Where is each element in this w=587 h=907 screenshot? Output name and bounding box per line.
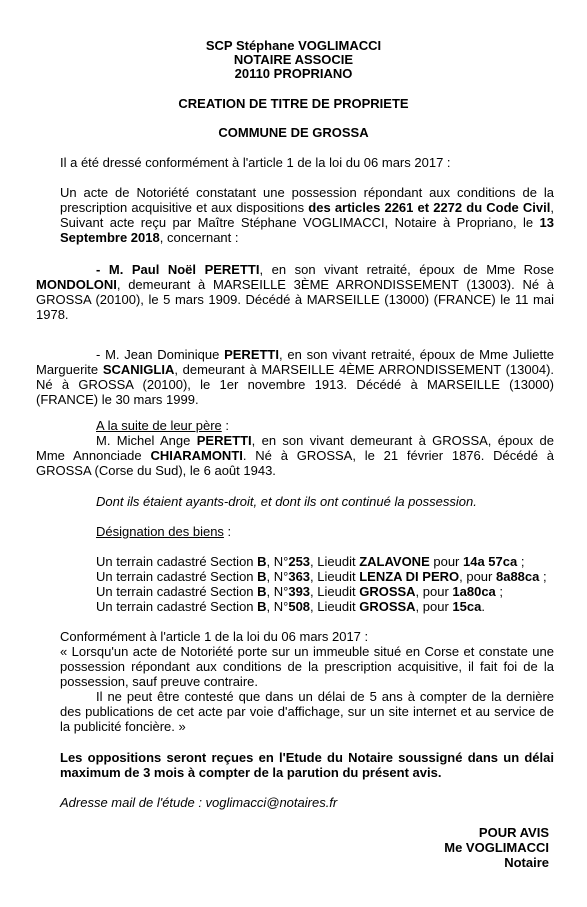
office-role: NOTAIRE ASSOCIE xyxy=(233,52,354,67)
heir1-surname: PERETTI xyxy=(204,262,260,277)
signature-title: Notaire xyxy=(504,855,549,870)
parcel-section: B xyxy=(257,554,267,569)
loi-quote-1: « Lorsqu'un acte de Notoriété porte sur un immeuble situé en Corse et constate une possession répondant aux conditions de la prescription acquisitive, il fait foi de la possession, sauf preuve contraire. xyxy=(60,644,554,689)
acte-date: 13 Septembre 2018 xyxy=(60,215,554,245)
father-surname: PERETTI xyxy=(196,433,252,448)
parcel-section: B xyxy=(257,599,267,614)
signature-name: Me VOGLIMACCI xyxy=(444,840,549,855)
parcel-text: Un terrain cadastré Section xyxy=(96,599,258,614)
parcel-number: 253 xyxy=(288,554,311,569)
father-heading-colon: : xyxy=(221,418,229,433)
parcel-lieudit: ZALAVONE xyxy=(359,554,430,569)
parcel-text: pour xyxy=(429,554,463,569)
parcel-text: , pour xyxy=(459,569,496,584)
parcel-text: Un terrain cadastré Section xyxy=(96,569,258,584)
parcel-area: 8a88ca xyxy=(495,569,540,584)
heir2-spouse: SCANIGLIA xyxy=(102,362,175,377)
parcel-row xyxy=(96,554,524,569)
acte-paragraph xyxy=(60,185,554,245)
father-spouse: CHIARAMONTI xyxy=(150,448,243,463)
parcel-text: , Lieudit xyxy=(310,584,360,599)
parcel-lieudit: GROSSA xyxy=(359,584,416,599)
signature-pour-avis: POUR AVIS xyxy=(478,825,549,840)
heir-paragraph-2 xyxy=(36,347,554,407)
father-heading xyxy=(96,418,229,433)
heir-paragraph-1 xyxy=(36,262,554,322)
heir1-text: , en son vivant retraité, époux de Mme Rose xyxy=(259,262,555,277)
office-address: 20110 PROPRIANO xyxy=(234,66,353,81)
acte-articles: des articles 2261 et 2272 du Code Civil xyxy=(308,200,551,215)
oppositions-notice: Les oppositions seront reçues en l'Etude du Notaire soussigné dans un délai maximum de 3 mois à compter de la parution du présent avis. xyxy=(60,750,554,780)
parcel-area: 1a80ca xyxy=(452,584,496,599)
father-pre: M. Michel Ange xyxy=(96,433,197,448)
commune-heading: COMMUNE DE GROSSA xyxy=(218,125,369,140)
acte-text-2: , Suivant acte reçu par Maître Stéphane VOGLIMACCI, Notaire à Propriano, le xyxy=(60,200,554,230)
parcel-number: 363 xyxy=(288,569,311,584)
parcel-text: Un terrain cadastré Section xyxy=(96,554,258,569)
parcel-row xyxy=(96,569,547,584)
parcel-text: ; xyxy=(517,554,525,569)
notice-title: CREATION DE TITRE DE PROPRIETE xyxy=(178,96,409,111)
parcel-row xyxy=(96,599,485,614)
parcel-text: , pour xyxy=(415,599,453,614)
heir1-details: , demeurant à MARSEILLE 3ÈME ARRONDISSEMENT (13003). Né à GROSSA (20100), le 5 mars 1909. Décédé à MARSEILLE (13000) (FRANCE) le 11 mai 1978. xyxy=(36,277,554,322)
parcel-text: , N° xyxy=(266,599,289,614)
acte-text-1: Un acte de Notoriété constatant une possession répondant aux conditions de la prescription acquisitive et aux dispositions xyxy=(60,185,554,215)
loi-quote-2: Il ne peut être contesté que dans un délai de 5 ans à compter de la dernière des publications de cet acte par voie d'affichage, sur un site internet et au service de la publicité foncière. » xyxy=(60,689,554,734)
parcel-area: 14a 57ca xyxy=(463,554,518,569)
heir1-dash: - M. Paul Noël xyxy=(96,262,205,277)
heir2-dash: - M. Jean Dominique xyxy=(96,347,225,362)
intro-line: Il a été dressé conformément à l'article 1 de la loi du 06 mars 2017 : xyxy=(60,155,451,170)
parcel-text: , Lieudit xyxy=(310,569,360,584)
parcel-lieudit: LENZA DI PERO xyxy=(359,569,460,584)
parcel-text: , Lieudit xyxy=(310,599,360,614)
parcel-row xyxy=(96,584,503,599)
father-heading-text: A la suite de leur père xyxy=(96,418,222,433)
parcel-number: 508 xyxy=(288,599,311,614)
designation-heading-colon: : xyxy=(223,524,232,539)
parcel-text: , N° xyxy=(266,554,289,569)
parcel-text: , N° xyxy=(266,569,289,584)
parcel-text: . xyxy=(481,599,485,614)
parcel-text: , Lieudit xyxy=(310,554,360,569)
parcel-area: 15ca xyxy=(452,599,482,614)
acte-text-3: , concernant : xyxy=(159,230,239,245)
parcel-lieudit: GROSSA xyxy=(359,599,416,614)
loi-intro: Conformément à l'article 1 de la loi du 06 mars 2017 : xyxy=(60,629,369,644)
heir1-spouse: MONDOLONI xyxy=(36,277,117,292)
parcel-text: , N° xyxy=(266,584,289,599)
father-details: . Né à GROSSA, le 21 février 1876. Décédé à GROSSA (Corse du Sud), le 6 août 1943. xyxy=(36,448,554,478)
father-paragraph xyxy=(36,433,554,478)
parcel-section: B xyxy=(257,584,267,599)
designation-heading-text: Désignation des biens xyxy=(96,524,224,539)
father-text: , en son vivant demeurant à GROSSA, époux de Mme Annonciade xyxy=(36,433,554,463)
heir2-surname: PERETTI xyxy=(224,347,279,362)
heir2-details: , demeurant à MARSEILLE 4ÈME ARRONDISSEMENT (13004). Né à GROSSA (20100), le 1er novembre 1913. Décédé à MARSEILLE (13000) (FRANCE) le 30 mars 1999. xyxy=(36,362,555,407)
email-line: Adresse mail de l'étude : voglimacci@notaires.fr xyxy=(60,795,338,810)
ayants-droit-line: Dont ils étaient ayants-droit, et dont ils ont continué la possession. xyxy=(96,494,477,509)
office-name: SCP Stéphane VOGLIMACCI xyxy=(205,38,382,53)
designation-heading xyxy=(96,524,231,539)
parcel-number: 393 xyxy=(288,584,311,599)
parcel-text: ; xyxy=(539,569,547,584)
heir2-text: , en son vivant retraité, époux de Mme Juliette Marguerite xyxy=(36,347,554,377)
parcel-section: B xyxy=(257,569,267,584)
parcel-text: Un terrain cadastré Section xyxy=(96,584,258,599)
parcel-text: , pour xyxy=(415,584,453,599)
parcel-text: ; xyxy=(495,584,504,599)
